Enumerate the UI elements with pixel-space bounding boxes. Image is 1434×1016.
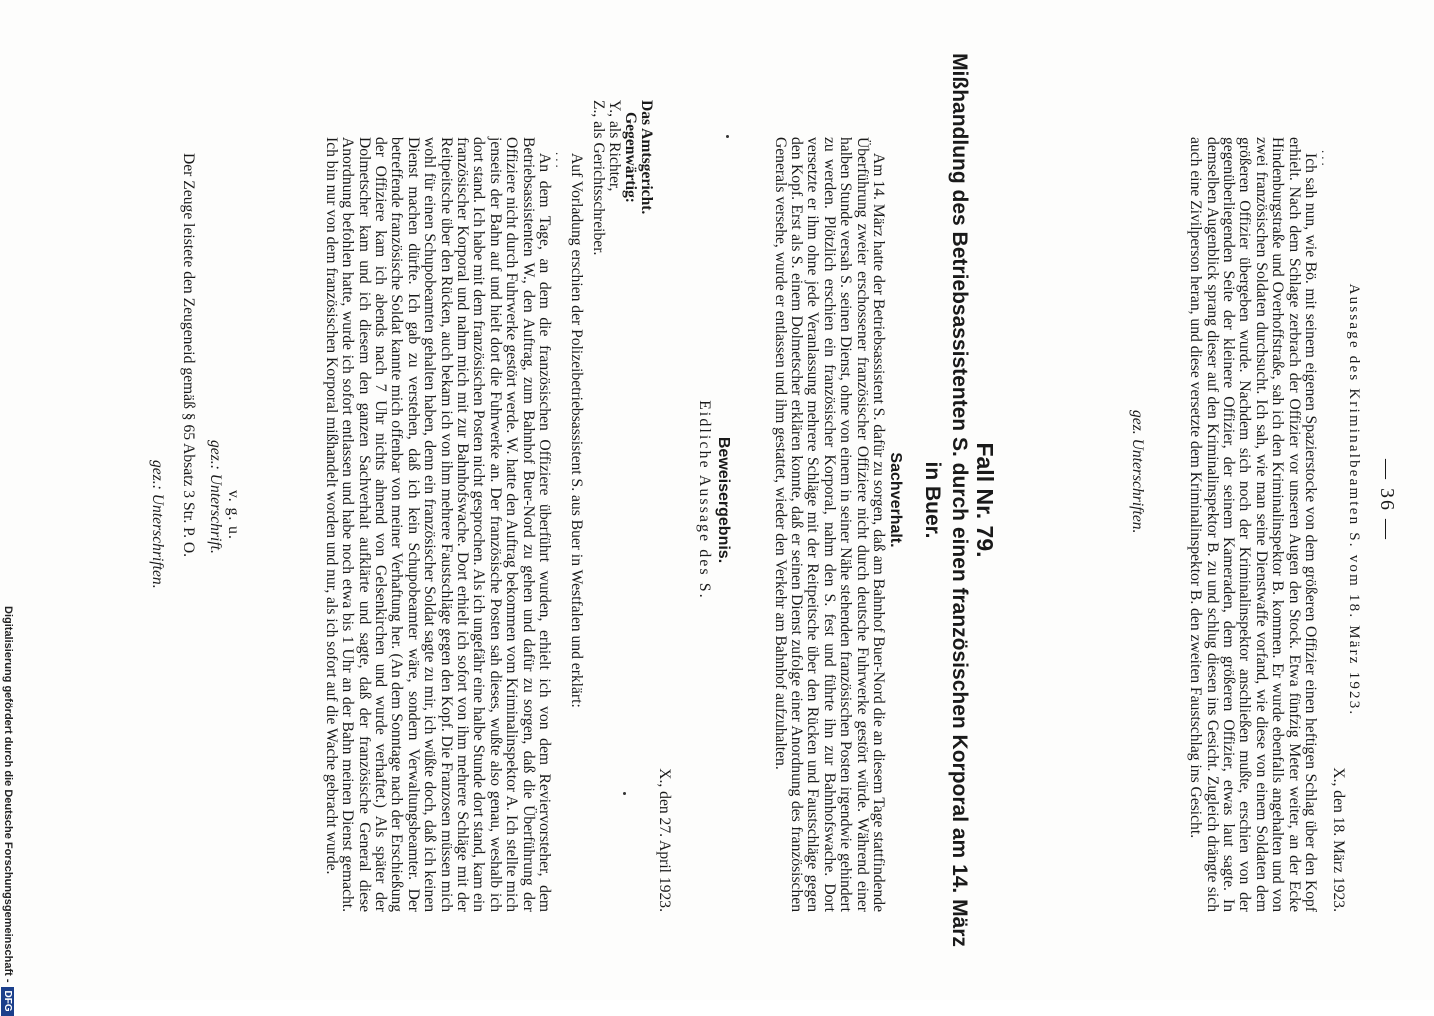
ellipsis: ... <box>1319 150 1334 169</box>
case-title-place: in Buer. <box>921 461 944 539</box>
sworn-statement-heading: Eidliche Aussage des S. <box>696 400 713 600</box>
signature <box>1128 410 1146 533</box>
ellipsis-2: ... <box>553 152 568 171</box>
signature-3 <box>148 460 166 589</box>
dateline-2: X., den 27. April 1923. <box>656 768 673 912</box>
present-label: Gegenwärtig: <box>622 112 639 203</box>
signature-text: gez. Unterschriften. <box>1129 410 1146 534</box>
case-title: Mißhandlung des Betriebsassistenten S. durch einen französischen Korporal am 14. März <box>948 53 971 947</box>
page-number: — 36 — <box>1376 459 1398 541</box>
dfg-logo: DFG <box>1 987 14 1016</box>
testimony-body-2: An dem Tage, an dem die französischen Offiziere überführt wurden, erhielt ich von dem Reviervorsteher, dem Betriebsassistenten W., den Auftrag, zum Bahnhof Buer-Nord zu gehen und dafür zu sorgen, daß die Überführung der Offiziere nicht durch Fuhrwerke gestört werde. W. hatte den Auftrag bekommen vom Kriminalinspektor A. Ich stellte mich jenseits der Bahn auf und hielt dort die Fuhrwerke an. Der französische Posten sah dieses, wußte also genau, weshalb ich dort stand. Ich habe mit dem französischen Posten nicht gesprochen. Als ich ungefähr eine halbe Stunde dort stand, kam ein französischer Korporal und nahm mich mit zur Bahnhofswache. Dort erhielt ich sofort von ihm mehrere Schläge mit der Reitpeitsche über den Rücken, auch bekam ich von ihm mehrere Faustschläge gegen den Kopf. Die Franzosen müssen mich wohl für einen Schupobeamten gehalten haben, denn ein französischer Soldat sagte zu mir, ich wüßte doch, daß ich keinen Dienst machen dürfte. Ich gab zu verstehen, daß ich kein Schupobeamter wäre, sondern Verwaltungsbeamter. Der betreffende französische Soldat kannte mich offenbar von meiner Verhaftung her. (An dem Sonntage nach der Erschießung der Offiziere kam ich abends nach 7 Uhr nichts ahnend von Gelsenkirchen und wurde verhaftet.) Als später der Dolmetscher kam und ich diesem den ganzen Sachverhalt aufklärte und sagte, daß der französische General diese Anordnung befohlen hatte, wurde ich sofort entlassen und habe noch etwa bis 1 Uhr an der Bahn meinen Dienst gemacht. Ich bin nur von dem französischen Korporal mißhandelt worden und nur, als ich sofort auf die Wache gebracht wurde. <box>322 137 553 912</box>
vgu-text: v. g. u. <box>225 490 242 540</box>
testimony-body: Ich sah nun, wie Bö. mit seinem eigenen Spazierstocke von dem größeren Offizier einen heftigen Schlag über den Kopf erhielt. Nach dem Schlage zerbrach der Offizier vor unseren Augen den Stock. Etwa fünfzig Meter weiter, an der Ecke Hindenburgstraße und Overhoffstraße, sah ich den Kriminalinspektor B. kommen. Er wurde ebenfalls angehalten und von zwei französischen Soldaten durchsucht. Ich sah, wie man seine Dienstwaffe vorfand, wie diese von einem Soldaten dem größeren Offizier übergeben wurde. Nachdem sich noch der Kriminalinspektor anschließen mußte, erschien von der gegenüberliegenden Seite der kleinere Offizier, der seinem Kameraden, dem größeren Offizier, etwas laut sagte. In demselben Augenblick sprang dieser auf den Kriminalinspektor B. zu und schlug diesen ins Gesicht. Zugleich drängte sich auch eine Zivilperson heran, und diese versetzte dem Kriminalinspektor B. den zweiten Faustschlag ins Gesicht. <box>1187 137 1319 912</box>
dateline: X., den 18. März 1923. <box>1330 767 1347 912</box>
scan-speck-2 <box>623 792 626 795</box>
evidence-heading: Beweisergebnis. <box>715 436 732 564</box>
intro: Auf Vorladung erschien der Polizeibetriebsassistent S. aus Buer in Westfalen und erklärt: <box>568 153 585 708</box>
oath: Der Zeuge leistete den Zeugeneid gemäß § 65 Absatz 3 Str. P. O. <box>180 153 197 558</box>
footer-text: Digitalisierung gefördert durch die Deutsche Forschungsgemeinschaft - <box>2 606 14 983</box>
facts-body: Am 14. März hatte der Betriebsassistent S. dafür zu sorgen, daß am Bahnhof Buer-Nord die an diesem Tage stattfindende Überführung zweier erschossener französischer Offiziere nicht durch deutsche Fuhrwerke gestört würde. Während einer halben Stunde versah S. seinen Dienst, ohne von einem in seiner Nähe stehenden französischen Posten irgendwie gehindert zu werden. Plötzlich erschien ein französischer Korporal, nahm den S. fest und führte ihn zur Bahnhofswache. Dort versetzte er ihm ohne jede Veranlassung mehrere Schläge mit der Reitpeitsche über den Rücken und Faustschläge gegen den Kopf. Erst als S. einem Dolmetscher erklären konnte, daß er seinen Dienst zufolge einer Anordnung des französischen Generals versehe, wurde er entlassen und ihm gestattet, wieder den Verkehr am Bahnhof aufzuhalten. <box>771 137 887 912</box>
facts-heading: Sachverhalt. <box>887 452 904 548</box>
testimony-title: Aussage des Kriminalbeamten S. vom 18. März 1923. <box>1346 283 1362 717</box>
digitization-footer <box>0 606 14 1012</box>
signature-2 <box>206 440 224 554</box>
signature-2-text: gez.: Unterschrift. <box>207 440 224 554</box>
judge: Y., als Richter, <box>606 100 623 192</box>
court: Das Amtsgericht. <box>638 100 655 215</box>
vgu <box>224 490 242 540</box>
clerk: Z., als Gerichtsschreiber. <box>590 100 607 256</box>
signature-3-text: gez.: Unterschriften. <box>149 460 166 589</box>
case-number: Fall Nr. 79. <box>972 442 998 558</box>
